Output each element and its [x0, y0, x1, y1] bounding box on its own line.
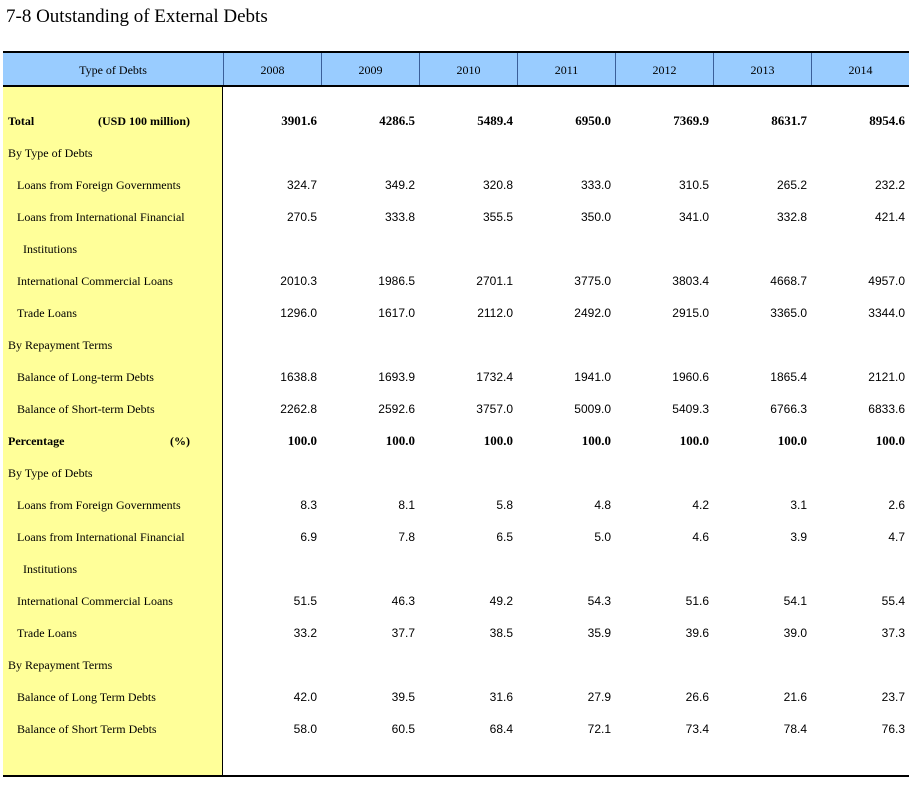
table-row [3, 137, 909, 169]
row-label: By Type of Debts [8, 466, 93, 480]
row-label: By Repayment Terms [8, 338, 113, 352]
cell-2010: 100.0 [483, 433, 513, 448]
table-row [3, 553, 909, 585]
cell-2013: 4668.7 [770, 274, 807, 288]
cell-2008: 324.7 [286, 178, 317, 192]
cell-2008: 2262.8 [280, 402, 317, 416]
page-title: 7-8 Outstanding of External Debts [6, 6, 268, 27]
cell-2013: 21.6 [783, 690, 807, 704]
cell-2008: 8.3 [300, 498, 317, 512]
cell-2014: 2.6 [888, 498, 905, 512]
cell-2014: 3344.0 [868, 306, 905, 320]
table-row [3, 521, 909, 553]
cell-2011: 72.1 [587, 722, 611, 736]
cell-2011: 35.9 [587, 626, 611, 640]
cell-2011: 5009.0 [574, 402, 611, 416]
table-row [3, 169, 909, 201]
cell-2014: 4957.0 [868, 274, 905, 288]
table-row [3, 681, 909, 713]
cell-2009: 1617.0 [378, 306, 415, 320]
cell-2009: 37.7 [391, 626, 415, 640]
debts-table [3, 51, 909, 777]
cell-2008: 2010.3 [280, 274, 317, 288]
row-label: By Repayment Terms [8, 658, 113, 672]
cell-2013: 1865.4 [770, 370, 807, 384]
cell-2013: 3365.0 [770, 306, 807, 320]
table-row [3, 649, 909, 681]
cell-2008: 6.9 [300, 530, 317, 544]
table-row [3, 297, 909, 329]
cell-2011: 4.8 [594, 498, 611, 512]
row-label: Institutions [23, 242, 78, 256]
cell-2010: 1732.4 [476, 370, 513, 384]
cell-2013: 100.0 [777, 433, 807, 448]
cell-2008: 58.0 [293, 722, 317, 736]
cell-2010: 5.8 [496, 498, 513, 512]
cell-2010: 2112.0 [477, 306, 513, 320]
table-row [3, 457, 909, 489]
row-label: Trade Loans [17, 306, 77, 320]
cell-2009: 4286.5 [379, 113, 415, 128]
cell-2013: 3.9 [790, 530, 807, 544]
cell-2009: 60.5 [391, 722, 415, 736]
cell-2013: 3.1 [790, 498, 807, 512]
cell-2012: 3803.4 [672, 274, 709, 288]
cell-2014: 76.3 [881, 722, 905, 736]
cell-2014: 37.3 [881, 626, 905, 640]
header-year-2014: 2014 [811, 53, 909, 85]
table-row [3, 489, 909, 521]
cell-2014: 6833.6 [868, 402, 905, 416]
row-label: Loans from International Financial [17, 210, 185, 224]
cell-2011: 350.0 [580, 210, 611, 224]
cell-2010: 3757.0 [476, 402, 513, 416]
cell-2011: 27.9 [587, 690, 611, 704]
row-label: Balance of Short Term Debts [17, 722, 157, 736]
cell-2011: 333.0 [580, 178, 611, 192]
cell-2014: 421.4 [874, 210, 905, 224]
cell-2009: 2592.6 [378, 402, 415, 416]
cell-2014: 232.2 [874, 178, 905, 192]
cell-2014: 2121.0 [868, 370, 905, 384]
table-row [3, 265, 909, 297]
row-unit: (USD 100 million) [97, 114, 190, 128]
cell-2013: 39.0 [783, 626, 807, 640]
cell-2013: 78.4 [783, 722, 807, 736]
cell-2011: 6950.0 [575, 113, 611, 128]
row-label: Percentage [8, 434, 65, 448]
cell-2010: 31.6 [489, 690, 513, 704]
cell-2009: 46.3 [391, 594, 415, 608]
table-row [3, 617, 909, 649]
cell-2010: 38.5 [489, 626, 513, 640]
cell-2012: 39.6 [685, 626, 709, 640]
cell-2008: 270.5 [286, 210, 317, 224]
cell-2009: 1986.5 [378, 274, 415, 288]
table-row [3, 393, 909, 425]
cell-2011: 2492.0 [574, 306, 611, 320]
cell-2012: 1960.6 [672, 370, 709, 384]
table-row [3, 713, 909, 745]
cell-2009: 7.8 [398, 530, 415, 544]
cell-2012: 341.0 [678, 210, 709, 224]
header-year-2008: 2008 [223, 53, 321, 85]
cell-2008: 42.0 [293, 690, 317, 704]
row-label: Institutions [23, 562, 78, 576]
cell-2011: 54.3 [587, 594, 611, 608]
table-row [3, 361, 909, 393]
cell-2008: 33.2 [293, 626, 317, 640]
cell-2014: 4.7 [888, 530, 905, 544]
table-row [3, 201, 909, 233]
cell-2013: 6766.3 [770, 402, 807, 416]
row-label: International Commercial Loans [17, 274, 173, 288]
cell-2012: 2915.0 [672, 306, 709, 320]
cell-2010: 6.5 [496, 530, 513, 544]
row-label: By Type of Debts [8, 146, 93, 160]
cell-2012: 5409.3 [672, 402, 709, 416]
table-row [3, 105, 909, 137]
cell-2011: 3775.0 [574, 274, 611, 288]
table-header [3, 51, 909, 87]
table-row [3, 585, 909, 617]
cell-2012: 4.2 [692, 498, 709, 512]
cell-2010: 68.4 [489, 722, 513, 736]
cell-2010: 49.2 [489, 594, 513, 608]
cell-2013: 265.2 [776, 178, 807, 192]
cell-2012: 7369.9 [673, 113, 709, 128]
cell-2012: 310.5 [678, 178, 709, 192]
cell-2014: 8954.6 [869, 113, 905, 128]
cell-2012: 4.6 [692, 530, 709, 544]
row-label: Loans from Foreign Governments [17, 178, 181, 192]
cell-2009: 1693.9 [378, 370, 415, 384]
cell-2011: 100.0 [581, 433, 611, 448]
cell-2008: 1638.8 [280, 370, 317, 384]
row-label: International Commercial Loans [17, 594, 173, 608]
cell-2009: 333.8 [384, 210, 415, 224]
cell-2012: 100.0 [679, 433, 709, 448]
table-bottom-rule [3, 775, 909, 777]
cell-2010: 355.5 [482, 210, 513, 224]
cell-2014: 55.4 [881, 594, 905, 608]
row-label: Loans from International Financial [17, 530, 185, 544]
cell-2012: 73.4 [685, 722, 709, 736]
header-year-2010: 2010 [419, 53, 517, 85]
header-year-2012: 2012 [615, 53, 713, 85]
row-label: Balance of Short-term Debts [17, 402, 155, 416]
cell-2009: 100.0 [385, 433, 415, 448]
cell-2009: 39.5 [391, 690, 415, 704]
cell-2012: 51.6 [685, 594, 709, 608]
cell-2009: 349.2 [384, 178, 415, 192]
header-year-2013: 2013 [713, 53, 811, 85]
cell-2008: 51.5 [293, 594, 317, 608]
cell-2010: 2701.1 [476, 274, 513, 288]
row-label: Trade Loans [17, 626, 77, 640]
cell-2013: 8631.7 [771, 113, 807, 128]
cell-2013: 54.1 [783, 594, 807, 608]
cell-2009: 8.1 [398, 498, 415, 512]
row-label: Balance of Long Term Debts [17, 690, 156, 704]
cell-2013: 332.8 [776, 210, 807, 224]
cell-2008: 1296.0 [280, 306, 317, 320]
cell-2010: 320.8 [482, 178, 513, 192]
cell-2010: 5489.4 [477, 113, 513, 128]
cell-2011: 5.0 [594, 530, 611, 544]
header-type-of-debts: Type of Debts [79, 63, 147, 77]
cell-2014: 23.7 [881, 690, 905, 704]
header-year-2009: 2009 [321, 53, 419, 85]
table-row [3, 425, 909, 457]
table-row [3, 329, 909, 361]
cell-2011: 1941.0 [574, 370, 611, 384]
row-label: Total [8, 114, 35, 128]
cell-2014: 100.0 [875, 433, 905, 448]
row-unit: (%) [170, 434, 190, 448]
header-year-2011: 2011 [517, 53, 615, 85]
table-row [3, 233, 909, 265]
cell-2012: 26.6 [685, 690, 709, 704]
row-label: Balance of Long-term Debts [17, 370, 154, 384]
cell-2008: 3901.6 [281, 113, 317, 128]
row-label: Loans from Foreign Governments [17, 498, 181, 512]
cell-2008: 100.0 [287, 433, 317, 448]
